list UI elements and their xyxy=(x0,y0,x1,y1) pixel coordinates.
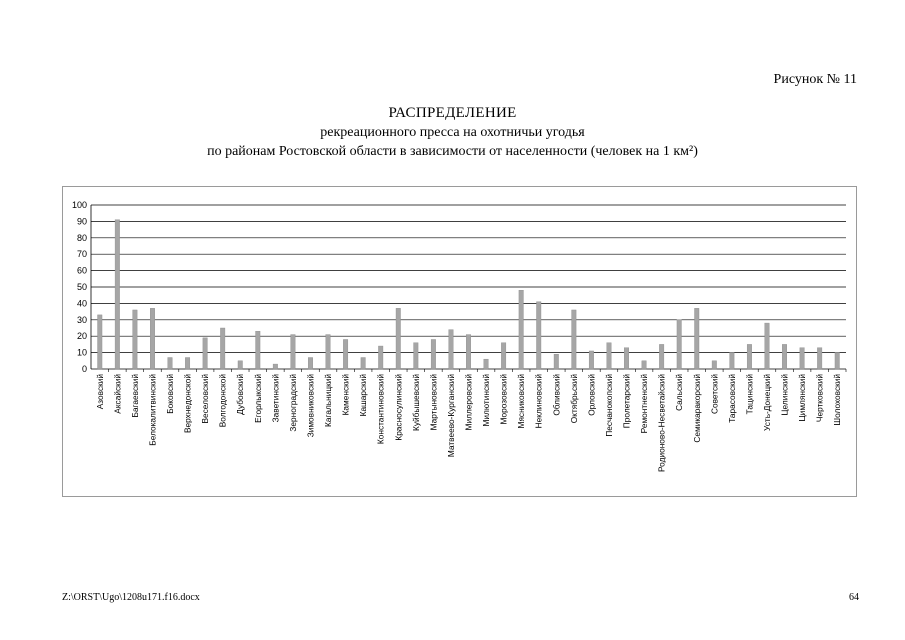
chart-frame xyxy=(62,186,857,497)
x-category-label: Боковский xyxy=(165,374,176,414)
bar-41 xyxy=(800,348,805,369)
bar-8 xyxy=(220,328,225,369)
title-block xyxy=(0,104,905,161)
chart-subtitle-line1: рекреационного пресса на охотничьи угодья xyxy=(320,125,585,140)
x-category-label: Каменский xyxy=(340,374,351,416)
x-category-label: Родионово-Несветайский xyxy=(656,374,667,472)
bar-9 xyxy=(238,361,243,369)
y-tick-label: 60 xyxy=(76,265,87,276)
x-category-label: Красносулинский xyxy=(393,374,404,441)
bar-23 xyxy=(484,359,489,369)
bar-27 xyxy=(554,354,559,369)
x-category-label: Ремонтненский xyxy=(639,374,650,434)
y-tick-label: 30 xyxy=(76,314,87,325)
bar-16 xyxy=(361,358,366,369)
y-tick-label: 20 xyxy=(76,331,87,342)
x-category-label: Морозовский xyxy=(498,374,509,425)
x-category-label: Егорлыкский xyxy=(252,374,263,423)
bar-chart xyxy=(63,187,856,496)
bar-7 xyxy=(203,338,208,369)
bar-13 xyxy=(308,358,313,369)
x-category-label: Аксайский xyxy=(112,374,123,414)
bar-42 xyxy=(817,348,822,369)
bar-12 xyxy=(291,335,296,369)
x-category-label: Веселовский xyxy=(200,374,211,424)
footer-file-path: Z:\ORST\Ugo\1208u171.f16.docx xyxy=(62,592,200,603)
bar-35 xyxy=(695,308,700,369)
x-category-label: Матвеево-Курганский xyxy=(445,374,456,458)
bar-10 xyxy=(256,331,260,369)
bar-4 xyxy=(150,308,155,369)
bar-32 xyxy=(642,361,647,369)
bar-20 xyxy=(431,339,436,369)
y-tick-label: 80 xyxy=(76,232,87,243)
x-category-label: Семикаракорский xyxy=(691,374,702,443)
bar-34 xyxy=(677,320,682,369)
bar-39 xyxy=(765,323,770,369)
y-tick-label: 70 xyxy=(76,249,87,260)
bar-40 xyxy=(782,344,787,369)
x-category-label: Мясниковский xyxy=(516,374,527,429)
x-category-label: Кагальницкий xyxy=(323,374,334,427)
bar-19 xyxy=(414,343,419,369)
x-category-label: Чертковский xyxy=(814,374,825,423)
bar-37 xyxy=(730,353,735,369)
bar-11 xyxy=(273,364,278,369)
bar-29 xyxy=(589,351,594,369)
x-category-label: Шолоховский xyxy=(832,374,843,426)
y-tick-label: 0 xyxy=(81,364,87,374)
x-category-label: Неклиновский xyxy=(533,374,544,429)
bar-22 xyxy=(466,335,471,369)
x-category-label: Тацинский xyxy=(744,374,755,415)
figure-number: Рисунок № 11 xyxy=(773,72,857,87)
bar-25 xyxy=(519,290,524,369)
x-category-label: Дубовский xyxy=(235,374,246,415)
bar-5 xyxy=(168,358,173,369)
bar-15 xyxy=(343,339,348,369)
bar-6 xyxy=(185,358,190,369)
y-tick-label: 40 xyxy=(76,298,87,309)
bar-21 xyxy=(449,330,454,369)
x-category-label: Советский xyxy=(709,374,720,415)
x-category-label: Миллеровский xyxy=(463,374,474,431)
x-category-label: Обливский xyxy=(551,374,562,416)
bar-33 xyxy=(659,344,664,369)
bar-31 xyxy=(624,348,629,369)
x-category-label: Мартыновский xyxy=(428,374,439,431)
y-tick-label: 10 xyxy=(76,347,87,358)
bar-3 xyxy=(133,310,138,369)
x-category-label: Целинский xyxy=(779,374,790,416)
chart-title: РАСПРЕДЕЛЕНИЕ xyxy=(388,105,517,121)
bar-26 xyxy=(536,302,541,369)
x-category-label: Милютинский xyxy=(481,374,492,427)
bar-36 xyxy=(712,361,717,369)
bar-17 xyxy=(378,346,383,369)
bar-14 xyxy=(326,335,331,369)
footer-page-number: 64 xyxy=(849,592,859,603)
y-tick-label: 50 xyxy=(76,282,87,292)
x-category-label: Верхнедонской xyxy=(182,374,193,433)
x-category-label: Тарасовский xyxy=(726,374,737,423)
bar-1 xyxy=(98,315,103,369)
x-category-label: Октябрьский xyxy=(568,374,579,424)
x-category-label: Зимовниковский xyxy=(305,374,316,438)
bar-18 xyxy=(396,308,401,369)
bar-30 xyxy=(607,343,612,369)
x-category-label: Кашарский xyxy=(358,374,369,417)
bar-28 xyxy=(572,310,577,369)
bar-43 xyxy=(835,353,840,369)
x-category-label: Песчанокопский xyxy=(603,374,614,437)
bar-2 xyxy=(115,220,120,369)
x-category-label: Заветинский xyxy=(270,374,281,423)
x-category-label: Цимлянский xyxy=(797,374,808,422)
x-category-label: Куйбышевский xyxy=(410,374,421,431)
x-category-label: Пролетарский xyxy=(621,374,632,429)
x-category-label: Усть-Донецкий xyxy=(761,374,772,431)
x-category-label: Волгодонской xyxy=(217,374,228,428)
x-category-label: Константиновский xyxy=(375,374,386,445)
x-category-label: Орловский xyxy=(586,374,597,416)
chart-subtitle-line2: по районам Ростовской области в зависимости от населенности (человек на 1 км²) xyxy=(207,144,698,159)
x-category-label: Азовский xyxy=(94,374,105,410)
bar-38 xyxy=(747,344,752,369)
x-category-label: Багаевский xyxy=(129,374,140,418)
x-category-label: Сальский xyxy=(674,374,685,411)
y-tick-label: 100 xyxy=(71,200,87,210)
y-tick-label: 90 xyxy=(76,216,87,227)
x-category-label: Зерноградский xyxy=(287,374,298,432)
x-category-label: Белокалитвинский xyxy=(147,374,158,446)
bar-24 xyxy=(501,343,506,369)
